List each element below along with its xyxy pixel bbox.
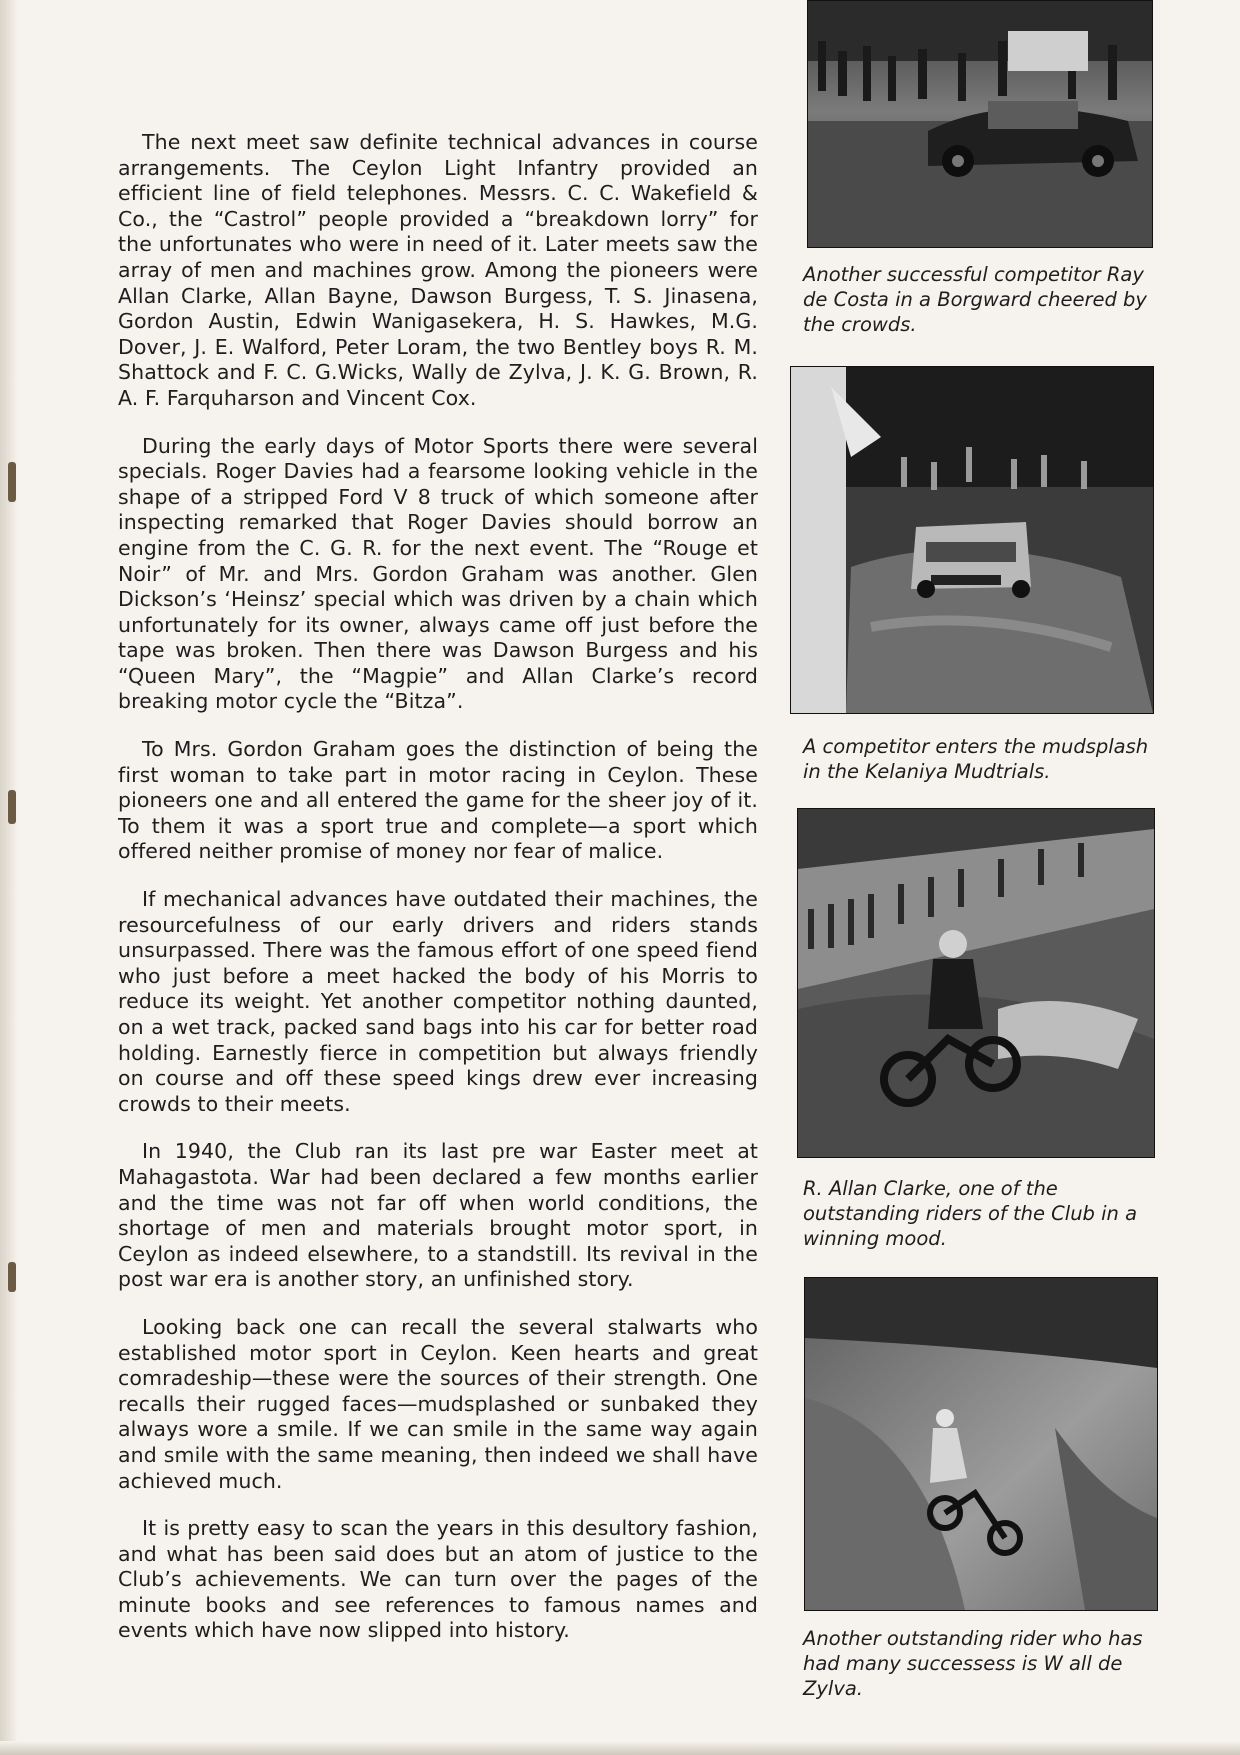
article-paragraph: To Mrs. Gordon Graham goes the distinction of being the first woman to take part in motor racing in Ceylon. These pioneers one and all entered the game for the sheer joy of it. To them it was a sport true and complete—a sport which offered neither promise of money nor fear of malice. — [118, 737, 758, 864]
photo-mudsplash-car — [790, 366, 1154, 714]
article-paragraph: It is pretty easy to scan the years in this desultory fashion, and what has been said does but an atom of justice to the Club’s achievements. We can turn over the pages of the minute books and see references to famous names and events which have now slipped into history. — [118, 1516, 758, 1643]
article-paragraph: In 1940, the Club ran its last pre war Easter meet at Mahagastota. War had been declared a few months earlier and the time was not far off when world conditions, the shortage of men and materials brought motor sport, in Ceylon as indeed elsewhere, to a standstill. Its revival in the post war era is another story, an unfinished story. — [118, 1139, 758, 1292]
article-paragraph: Looking back one can recall the several stalwarts who established motor sport in Ceylon. Keen hearts and great comradeship—these were the sources of their strength. One recalls their rugged faces—mudsplashed or sunbaked they always wore a smile. If we can smile in the same way again and smile with the same meaning, then indeed we shall have achieved much. — [118, 1314, 758, 1493]
photo-wally-de-zylva-motorcycle — [804, 1277, 1158, 1611]
article-paragraph: If mechanical advances have outdated their machines, the resourcefulness of our early drivers and riders stands unsurpassed. There was the famous effort of one speed fiend who just before a meet hacked the body of his Morris to reduce its weight. Yet another competitor nothing daunted, on a wet track, packed sand bags into his car for better road holding. Earnestly fierce in competition but always friendly on course and off these speed kings drew ever increasing crowds to their meets. — [118, 887, 758, 1116]
article-paragraph: During the early days of Motor Sports there were several specials. Roger Davies had a fearsome looking vehicle in the shape of a stripped Ford V 8 truck of which someone after inspecting remarked that Roger Davies should borrow an engine from the C. G. R. for the next event. The “Rouge et Noir” of Mr. and Mrs. Gordon Graham was another. Glen Dickson’s ‘Heinsz’ special which was driven by a chain which unfortunately for its owner, always came off just before the tape was broken. Then there was Dawson Burgess and his “Queen Mary”, the “Magpie” and Allan Clarke’s record breaking motor cycle the “Bitza”. — [118, 433, 758, 714]
photo-caption: R. Allan Clarke, one of the outstanding riders of the Club in a winning mood. — [803, 1177, 1138, 1250]
photo-caption: Another outstanding rider who has had many successess is W all de Zylva. — [803, 1627, 1143, 1700]
article-paragraph: The next meet saw definite technical advances in course arrangements. The Ceylon Light Infantry provided an efficient line of field telephones. Messrs. C. C. Wakefield & Co., the “Castrol” people provided a “breakdown lorry” for the unfortunates who were in need of it. Later meets saw the array of men and machines grow. Among the pioneers were Allan Clarke, Allan Bayne, Dawson Burgess, T. S. Jinasena, Gordon Austin, Edwin Wanigasekera, H. S. Hawkes, M.G. Dover, J. E. Walford, Peter Loram, the two Bentley boys R. M. Shattock and F. C. G.Wicks, Wally de Zylva, J. K. G. Brown, R. A. F. Farquharson and Vincent Cox. — [118, 130, 758, 410]
photo-caption: Another successful competitor Ray de Costa in a Borgward cheered by the crowds. — [803, 263, 1147, 336]
page-bottom-shadow — [0, 1741, 1240, 1755]
photo-caption: A competitor enters the mudsplash in the Kelaniya Mudtrials. — [803, 735, 1149, 783]
photo-allan-clarke-motorcycle — [797, 808, 1155, 1158]
binding-mark — [8, 1262, 16, 1292]
binding-mark — [8, 790, 16, 824]
binding-mark — [8, 462, 16, 502]
page-edge-shadow — [0, 0, 18, 1755]
photo-borgward-car — [807, 0, 1153, 248]
article-text-column — [118, 130, 758, 1666]
